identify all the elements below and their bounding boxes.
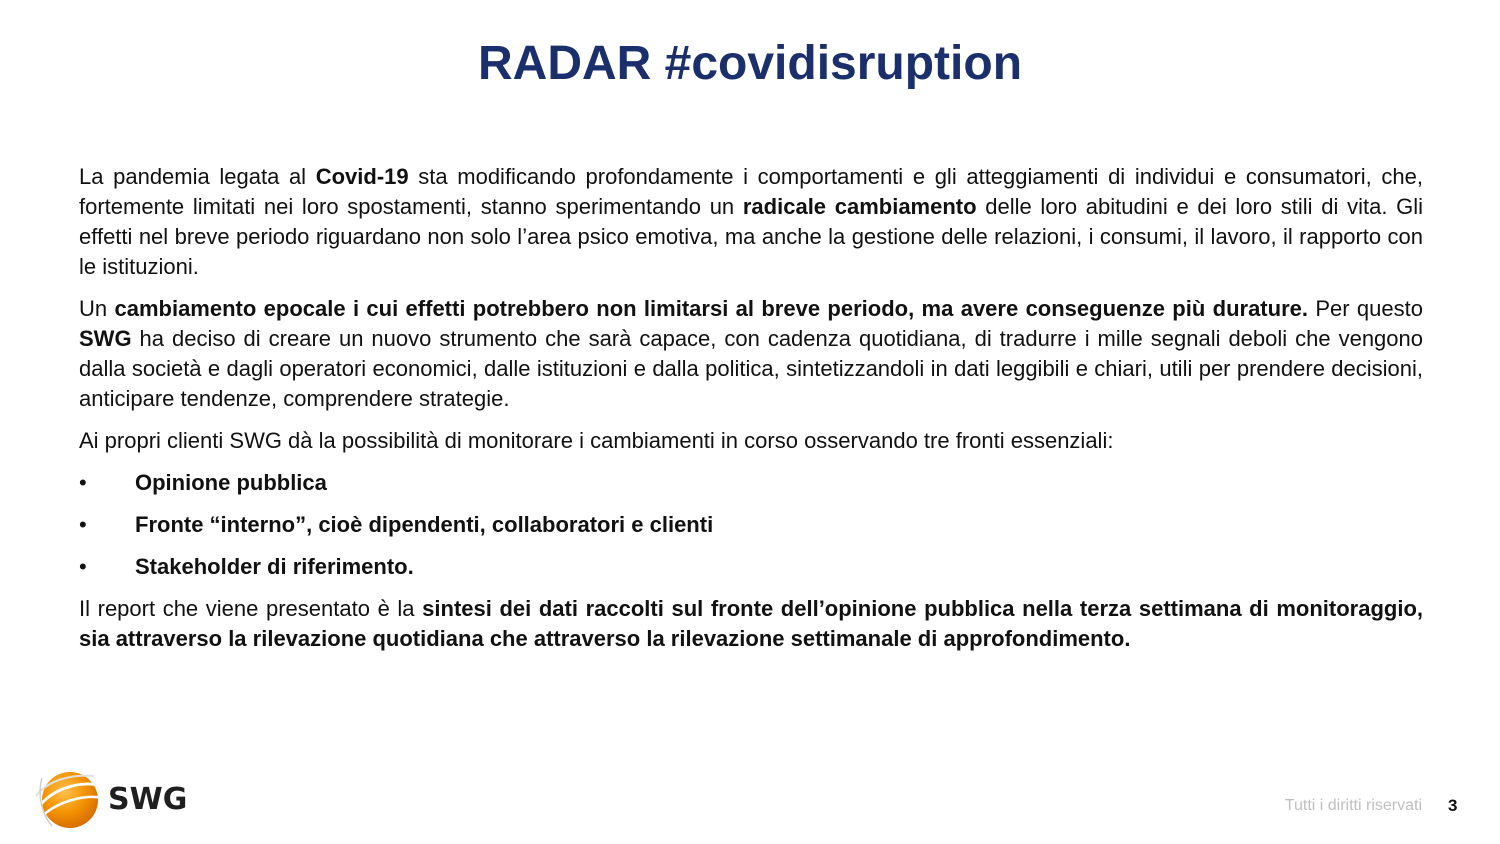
fronts-paragraph: Ai propri clienti SWG dà la possibilità di monitorare i cambiamenti in corso osservando tre fronti essenziali: xyxy=(79,428,1114,453)
text-run: ha deciso di creare un nuovo strumento che sarà capace, con cadenza quotidiana, di tradurre i mille segnali deboli che vengono dalla società e dagli operatori economici, dalle istituzioni e dalla politica, sintetizzandoli in dati leggibili e chiari, utili per prendere decisioni, anticipare tendenze, comprendere strategie. xyxy=(79,326,1423,411)
bullet-item xyxy=(79,552,1423,582)
bullet-label: Stakeholder di riferimento. xyxy=(135,554,414,579)
page-number: 3 xyxy=(1448,796,1458,815)
globe-logo-icon xyxy=(32,768,104,832)
text-run: La pandemia legata al xyxy=(79,164,316,189)
bold-run: Covid-19 xyxy=(315,164,409,189)
bullet-label: Fronte “interno”, cioè dipendenti, collaboratori e clienti xyxy=(135,512,714,537)
text-run: Il report che viene presentato è la xyxy=(79,596,423,621)
bullet-icon: • xyxy=(79,554,87,579)
report-paragraph xyxy=(79,594,1423,654)
bullet-icon: • xyxy=(79,470,87,495)
bullet-item xyxy=(79,468,1423,498)
bold-run: SWG xyxy=(79,326,132,351)
bullet-label: Opinione pubblica xyxy=(135,470,327,495)
main-content xyxy=(79,162,1423,666)
text-run: sta modificando profondamente i comportamenti e gli atteggiamenti di individui e consumatori, che, fortemente limitati nei loro spostamenti, stanno sperimentando un xyxy=(79,164,1423,219)
logo-wordmark: SWG xyxy=(108,782,188,817)
text-run: Un xyxy=(79,296,115,321)
footer-rights: Tutti i diritti riservati xyxy=(1284,797,1422,814)
text-run: Per questo xyxy=(1307,296,1423,321)
page-title: RADAR #covidisruption xyxy=(477,37,1023,90)
bold-run: radicale cambiamento xyxy=(742,194,977,219)
intro-paragraph xyxy=(79,162,1423,282)
bullet-icon: • xyxy=(79,512,87,537)
bold-run: cambiamento epocale i cui effetti potrebbero non limitarsi al breve periodo, ma avere conseguenze più durature. xyxy=(114,296,1308,321)
swg-paragraph xyxy=(79,294,1423,414)
text-run: delle loro abitudini e dei loro stili di vita. Gli effetti nel breve periodo riguardano non solo l’area psico emotiva, ma anche la gestione delle relazioni, i consumi, il lavoro, il rapporto con le istituzioni. xyxy=(79,194,1424,279)
bullet-item xyxy=(79,510,1423,540)
bold-run: sintesi dei dati raccolti sul fronte dell’opinione pubblica nella terza settimana di monitoraggio, sia attraverso la rilevazione quotidiana che attraverso la rilevazione settimanale di approfondimento. xyxy=(79,596,1423,651)
